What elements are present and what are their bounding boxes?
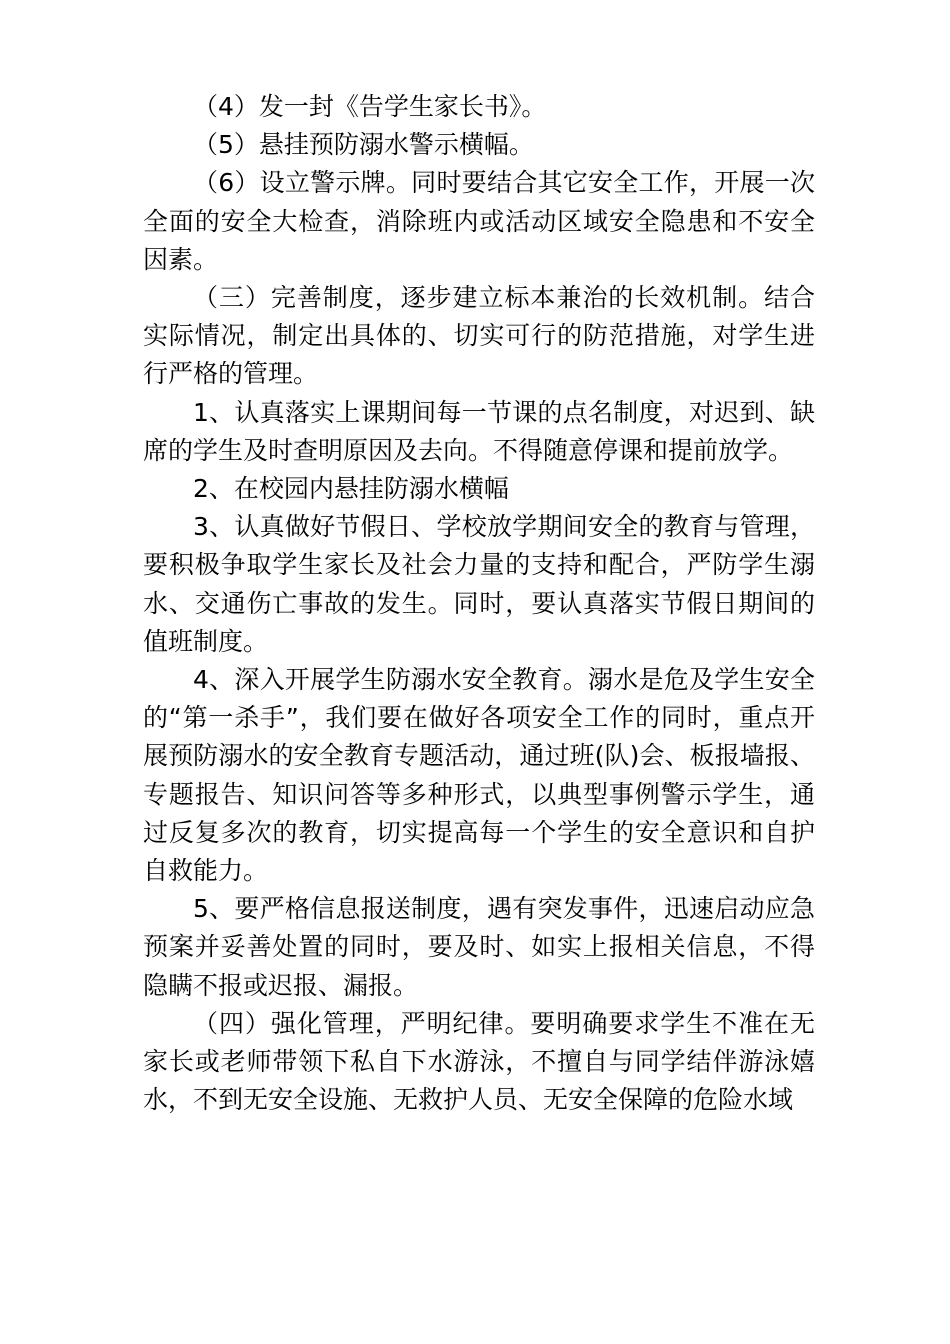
document-body (143, 88, 815, 1119)
paragraph-section-3-system: （三）完善制度，逐步建立标本兼治的长效机制。结合实际情况，制定出具体的、切实可行的防范措施，对学生进行严格的管理。 (143, 283, 815, 389)
paragraph-section-4-discipline: （四）强化管理，严明纪律。要明确要求学生不准在无家长或老师带领下私自下水游泳，不擅自与同学结伴游泳嬉水，不到无安全设施、无救护人员、无安全保障的危险水域 (143, 1008, 815, 1115)
paragraph-item-4-letter: （4）发一封《告学生家长书》。 (193, 92, 547, 121)
paragraph-point-5-reporting: 5、要严格信息报送制度，遇有突发事件，迅速启动应急预案并妥善处置的同时，要及时、如实上报相关信息，不得隐瞒不报或迟报、漏报。 (143, 894, 815, 1000)
paragraph-point-4-education: 4、深入开展学生防溺水安全教育。溺水是危及学生安全的“第一杀手”，我们要在做好各项安全工作的同时，重点开展预防溺水的安全教育专题活动，通过班(队)会、板报墙报、专题报告、知识问答等多种形式，以典型事例警示学生，通过反复多次的教育，切实提高每一个学生的安全意识和自护自救能力。 (143, 665, 815, 886)
paragraph-point-2-campus-banner: 2、在校园内悬挂防溺水横幅 (193, 474, 509, 504)
paragraph-item-5-banner: （5）悬挂预防溺水警示横幅。 (193, 130, 534, 160)
paragraph-point-3-holiday-safety: 3、认真做好节假日、学校放学期间安全的教育与管理，要积极争取学生家长及社会力量的支持和配合，严防学生溺水、交通伤亡事故的发生。同时，要认真落实节假日期间的值班制度。 (143, 512, 815, 656)
paragraph-item-6-warning-sign: （6）设立警示牌。同时要结合其它安全工作，开展一次全面的安全大检查，消除班内或活动区域安全隐患和不安全因素。 (143, 168, 815, 274)
paragraph-point-1-roll-call: 1、认真落实上课期间每一节课的点名制度，对迟到、缺席的学生及时查明原因及去向。不得随意停课和提前放学。 (143, 397, 815, 465)
